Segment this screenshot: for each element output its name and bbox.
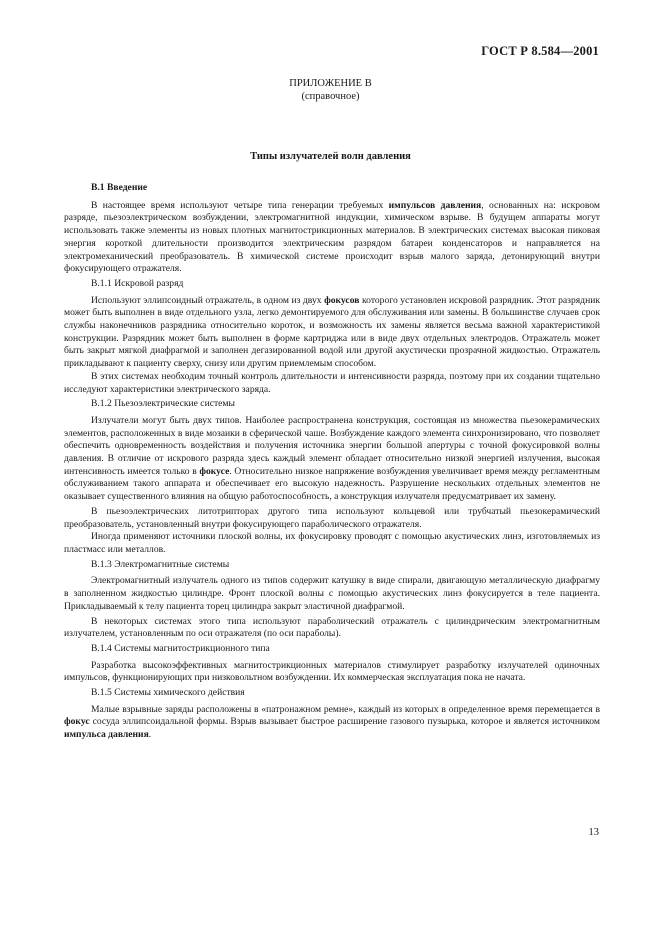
text-run: которого установлен искровой разрядник. Этот разрядник может быть выполнен в виде отдельного узла, легко демонтируемого для обслуживания или замены. В большинстве случаев срок службы наконечников разрядника относительно короток, и возможность их замены является весьма важной характеристикой конструкции. Разрядник может быть выполнен в форме картриджа или в виде двух отдельных электродов. Отражатель может быть закрыт мягкой диафрагмой и заполнен дегазированной водой или другой акустически прозрачной жидкостью. Отражатель прикладывают к пациенту сверху, снизу или другим приемлемым способом. xyxy=(64,294,600,370)
paragraph-piezo-1 xyxy=(64,415,600,504)
document-body xyxy=(64,182,600,742)
section-heading-em: В.1.3 Электромагнитные системы xyxy=(91,558,230,570)
bold-term: фокусе xyxy=(199,465,230,477)
paragraph-em-2: В некоторых системах этого типа используют параболический отражатель с цилиндрическим электромагнитным излучателем, установленным по оси отражателя (по оси параболы). xyxy=(64,615,600,640)
paragraph-magneto-1: Разработка высокоэффективных магнитострикционных материалов стимулирует разработку излучателей одиночных импульсов, функционирующих при низковольтном возбуждении. Их коммерческая эксплуатация пока не начата. xyxy=(64,659,600,684)
section-heading-magneto: В.1.4 Системы магнитострикционного типа xyxy=(91,642,270,654)
text-run: , основанных на: искровом разряде, пьезоэлектрическом возбуждении, электромагнитной индукции, химическом взрыве. В будущем аппараты могут использовать также элементы из новых плотных магнитострикционных материалов. В электрических системах высокая пиковая энергия короткой длительности производится электрическим разрядом батареи конденсаторов и направляется на электромеханический преобразователь. В химической системе происходит взрыв малого заряда, детонирующий внутри фокусирующего отражателя. xyxy=(64,199,600,275)
document-id: ГОСТ Р 8.584—2001 xyxy=(481,44,599,58)
bold-term: фокусов xyxy=(324,294,360,306)
paragraph-intro xyxy=(64,200,600,276)
bold-term: фокус xyxy=(64,716,90,728)
text-run: сосуда эллипсоидальной формы. Взрыв вызывает быстрое расширение газового пузырька, которое и является источником xyxy=(89,716,600,728)
paragraph-piezo-3: Иногда применяют источники плоской волны, их фокусировку проводят с помощью акустических линз, изготовляемых из пластмасс или металлов. xyxy=(64,531,600,555)
text-run: В настоящее время используют четыре типа генерации требуемых xyxy=(91,199,389,211)
section-heading-chem: В.1.5 Системы химического действия xyxy=(91,687,245,699)
paragraph-piezo-2: В пьезоэлектрических литотрипторах другого типа используют кольцевой или трубчатый пьезокерамический преобразователь, установленный внутри фокусирующего параболического отражателя. xyxy=(64,505,600,530)
paragraph-chem-1 xyxy=(64,704,600,742)
bold-term: импульсов давления xyxy=(388,199,482,211)
bold-term: импульса давления xyxy=(64,729,149,741)
text-run: . xyxy=(148,729,152,741)
paragraph-spark-2: В этих системах необходим точный контроль длительности и интенсивности разряда, поэтому при их создании тщательно исследуют характеристики электрического заряда. xyxy=(64,370,600,395)
text-run: . Относительно низкое напряжение возбуждения увеличивает время между регламентным обслуживанием такого аппарата и обеспечивает его высокую надежность. Разрушение нескольких отдельных элементов не оказывает существенного влияния на общую работоспособность, а конструкция излучателя предусматривает их замену. xyxy=(64,465,600,503)
text-run: Малые взрывные заряды расположены в «патронажном ремне», каждый из которых в определенное время перемещается в xyxy=(91,703,600,715)
appendix-block xyxy=(0,77,661,103)
section-heading-intro: В.1 Введение xyxy=(91,182,148,193)
appendix-label: ПРИЛОЖЕНИЕ В xyxy=(289,78,372,89)
paragraph-em-1: Электромагнитный излучатель одного из типов содержит катушку в виде спирали, двигающую металлическую диафрагму в заполненном жидкостью цилиндре. Фронт плоской волны с помощью акустических линз фокусируется в теле пациента. Прикладываемый к телу пациента торец цилиндра закрыт эластичной диафрагмой. xyxy=(64,575,600,612)
appendix-type: (справочное) xyxy=(301,91,360,102)
text-run: Излучатели могут быть двух типов. Наиболее распространена конструкция, состоящая из множества пьезокерамических элементов, расположенных в виде мозаики в сферической чаше. Возбуждение каждого элемента синхронизировано, что позволяет обеспечить одновременность воздействия и получения источника энергии большой апертуры с точной фокусировкой волны давления. В отличие от искрового разряда здесь каждый элемент обладает относительно низкой энергией излучения, высокая интенсивность имеется только в xyxy=(64,414,600,477)
page-title: Типы излучателей волн давления xyxy=(250,151,411,162)
section-heading-piezo: В.1.2 Пьезоэлектрические системы xyxy=(91,398,235,410)
page-number: 13 xyxy=(588,827,599,838)
paragraph-spark-1 xyxy=(64,295,600,371)
section-heading-spark: В.1.1 Искровой разряд xyxy=(91,277,184,289)
text-run: Используют эллипсоидный отражатель, в одном из двух xyxy=(91,294,325,306)
